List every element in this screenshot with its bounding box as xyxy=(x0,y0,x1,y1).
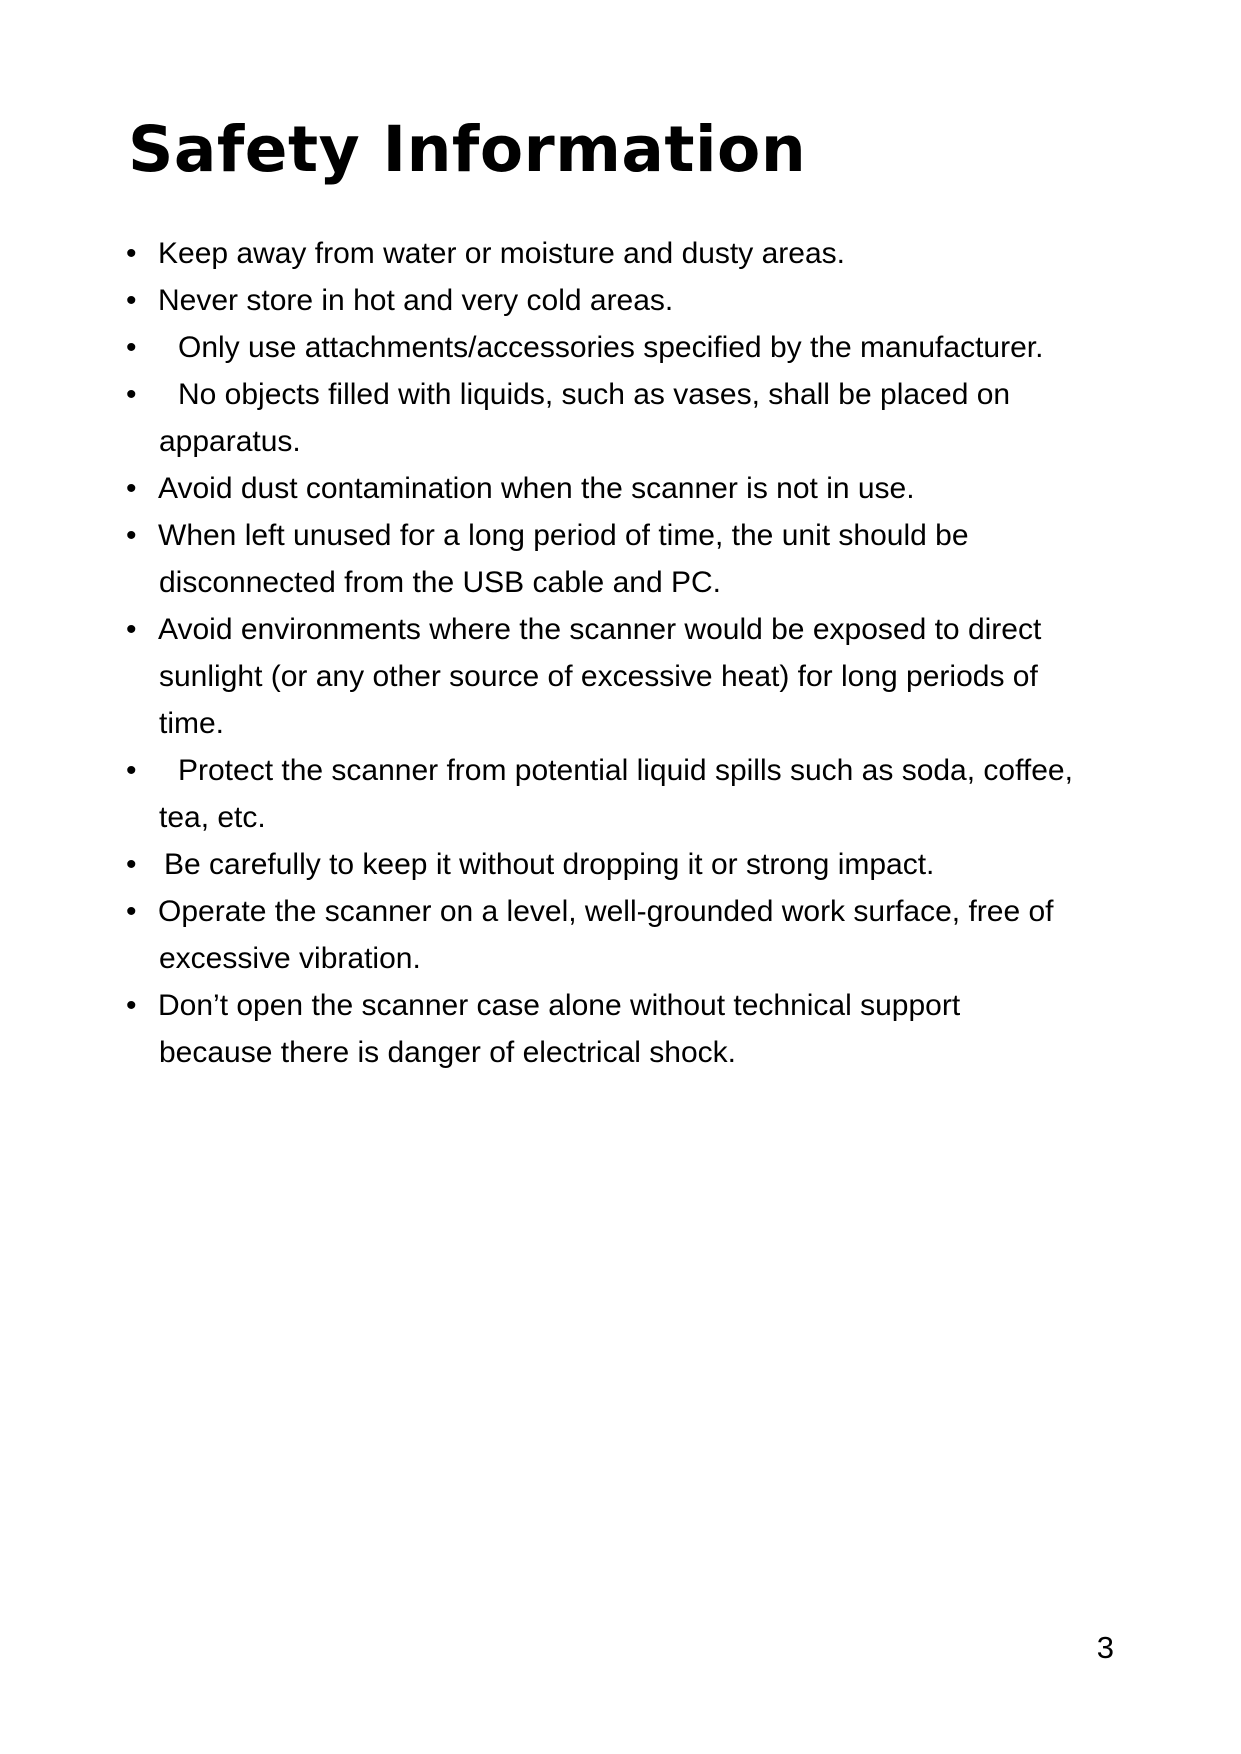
bullet-text-continuation: time. xyxy=(159,707,225,740)
bullet-item-level-surface xyxy=(126,888,1126,982)
bullet-text: Never store in hot and very cold areas. xyxy=(158,284,674,317)
bullet-icon: • xyxy=(126,331,137,364)
bullet-text: Operate the scanner on a level, well-grounded work surface, free of xyxy=(158,895,1054,928)
bullet-text: When left unused for a long period of time, the unit should be xyxy=(158,519,969,552)
bullet-item-liquid-spills xyxy=(126,747,1126,841)
page-number: 3 xyxy=(1096,1630,1114,1665)
bullet-icon: • xyxy=(126,472,137,505)
bullet-text: No objects filled with liquids, such as vases, shall be placed on xyxy=(178,378,1011,411)
bullet-item-accessories xyxy=(126,324,1126,371)
bullet-text-continuation: apparatus. xyxy=(159,425,301,458)
bullet-item-open-case xyxy=(126,982,1126,1076)
bullet-item-water-moisture xyxy=(126,230,1126,277)
safety-bullet-list xyxy=(126,230,1126,1076)
bullet-text-continuation: disconnected from the USB cable and PC. xyxy=(159,566,721,599)
bullet-text-continuation: sunlight (or any other source of excessive heat) for long periods of xyxy=(159,660,1038,693)
bullet-item-dropping-impact xyxy=(126,841,1126,888)
bullet-text-continuation: excessive vibration. xyxy=(159,942,421,975)
bullet-text: Only use attachments/accessories specified by the manufacturer. xyxy=(178,331,1044,364)
bullet-icon: • xyxy=(126,378,137,411)
bullet-icon: • xyxy=(126,284,137,317)
bullet-item-storage-temperature xyxy=(126,277,1126,324)
bullet-text: Don’t open the scanner case alone without technical support xyxy=(158,989,961,1022)
bullet-item-disconnect-unused xyxy=(126,512,1126,606)
bullet-text-continuation: tea, etc. xyxy=(159,801,266,834)
bullet-item-liquids-objects xyxy=(126,371,1126,465)
bullet-icon: • xyxy=(126,989,137,1022)
bullet-item-sunlight-heat xyxy=(126,606,1126,747)
page-title: Safety Information xyxy=(128,113,807,186)
bullet-icon: • xyxy=(126,754,137,787)
bullet-text: Avoid dust contamination when the scanner is not in use. xyxy=(158,472,915,505)
bullet-text-continuation: because there is danger of electrical shock. xyxy=(159,1036,736,1069)
bullet-icon: • xyxy=(126,519,137,552)
bullet-icon: • xyxy=(126,848,137,881)
bullet-icon: • xyxy=(126,895,137,928)
bullet-text: Be carefully to keep it without dropping it or strong impact. xyxy=(164,848,935,881)
bullet-icon: • xyxy=(126,613,137,646)
bullet-text: Avoid environments where the scanner would be exposed to direct xyxy=(158,613,1042,646)
bullet-text: Keep away from water or moisture and dusty areas. xyxy=(158,237,845,270)
bullet-icon: • xyxy=(126,237,137,270)
bullet-text: Protect the scanner from potential liquid spills such as soda, coffee, xyxy=(178,754,1073,787)
bullet-item-dust-contamination xyxy=(126,465,1126,512)
